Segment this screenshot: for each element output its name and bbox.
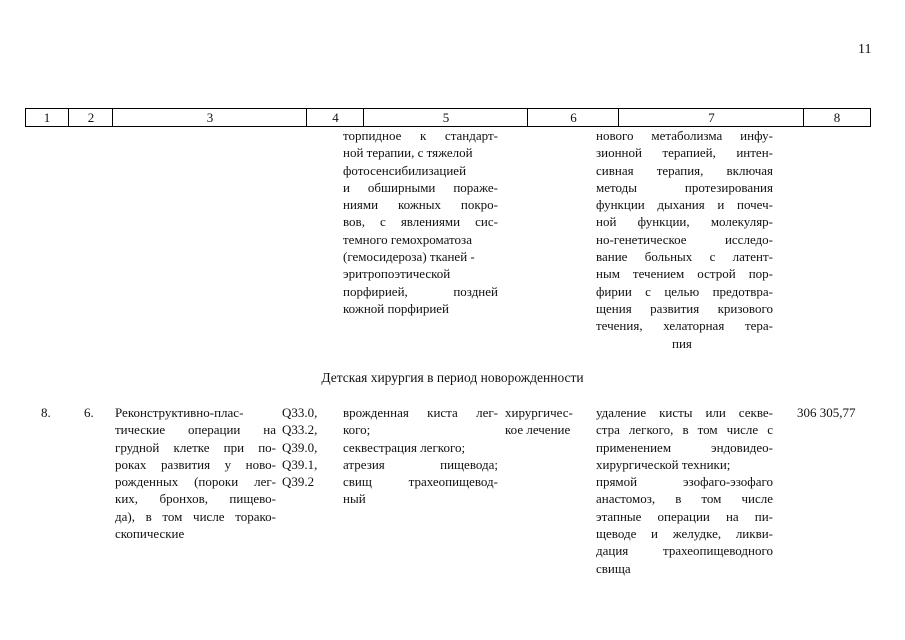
column-header-5: 5 — [363, 109, 528, 126]
text-line: стра легкого, в том числе с — [596, 422, 773, 438]
column-header-7: 7 — [618, 109, 804, 126]
text-line: ниями кожных покро- — [343, 197, 498, 213]
row-number: 8. — [41, 405, 51, 420]
text-line: роках развития у ново- — [115, 456, 276, 472]
row-col3-name — [115, 404, 276, 542]
text-line: нового метаболизма инфу- — [596, 128, 773, 143]
text-line: да), в том числе торако- — [115, 508, 276, 524]
text-line: фирии с целью предотвра- — [596, 283, 773, 299]
text-line: свищ трахеопищевод- — [343, 474, 498, 490]
text-line: скопические — [115, 526, 185, 542]
text-line: (гемосидероза) тканей - — [343, 249, 475, 265]
text-line: функции дыхания и почеч- — [596, 197, 773, 213]
text-line: ным течением острой пор- — [596, 266, 773, 282]
icd-code: Q39.1, — [282, 456, 318, 472]
text-line: щения развития кризового — [596, 300, 773, 316]
column-header-2: 2 — [68, 109, 113, 126]
text-line: течения, хелаторная тера- — [596, 318, 773, 334]
text-line: вов, с явлениями сис- — [343, 214, 498, 230]
text-line: применением эндовидео- — [596, 439, 773, 455]
row-col6-treatment-type — [505, 404, 585, 439]
page-number: 11 — [858, 42, 872, 57]
text-line: свища — [596, 560, 631, 576]
text-line: ный — [343, 491, 366, 507]
icd-code: Q33.0, — [282, 405, 318, 420]
text-line: рожденных (пороки лег- — [115, 474, 276, 490]
text-line: этапные операции на пи- — [596, 508, 773, 524]
section-title: Детская хирургия в период новорожденности — [321, 370, 584, 385]
text-line: пия — [672, 335, 692, 351]
text-line: кое лечение — [505, 422, 571, 438]
text-line: порфирией, поздней — [343, 283, 498, 299]
text-line: ной терапии, с тяжелой — [343, 145, 473, 161]
column-header-3: 3 — [112, 109, 307, 126]
text-line: и обширными пораже- — [343, 179, 498, 195]
row-col4-codes — [282, 404, 334, 490]
continuation-col7 — [596, 127, 773, 352]
text-line: эритропоэтической — [343, 266, 451, 282]
text-line: секвестрация легкого; — [343, 439, 466, 455]
text-line: ной функции, молекуляр- — [596, 214, 773, 230]
text-line: кожной порфирией — [343, 300, 449, 316]
text-line: анастомоз, в том числе — [596, 491, 773, 507]
row-col5-diagnosis — [343, 404, 498, 508]
text-line: фотосенсибилизацией — [343, 162, 467, 178]
icd-code: Q39.2 — [282, 474, 315, 490]
icd-code: Q39.0, — [282, 439, 318, 455]
continuation-col5 — [343, 127, 498, 317]
column-header-4: 4 — [306, 109, 364, 126]
icd-code: Q33.2, — [282, 422, 318, 438]
column-header-8: 8 — [803, 109, 870, 126]
text-line: прямой эзофаго-эзофаго — [596, 474, 773, 490]
text-line: ких, бронхов, пищево- — [115, 491, 276, 507]
text-line: торпидное к стандарт- — [343, 128, 498, 143]
column-header-1: 1 — [43, 110, 51, 125]
text-line: зионной терапией, интен- — [596, 145, 773, 161]
column-header-row — [25, 108, 871, 127]
text-line: хирургичес- — [505, 405, 573, 420]
text-line: удаление кисты или секве- — [596, 405, 773, 420]
text-line: дация трахеопищеводного — [596, 543, 773, 559]
row-col7-method — [596, 404, 773, 577]
text-line: тические операции на — [115, 422, 276, 438]
text-line: темного гемохроматоза — [343, 231, 472, 247]
text-line: врожденная киста лег- — [343, 405, 498, 420]
text-line: грудной клетке при по- — [115, 439, 276, 455]
column-header-6: 6 — [527, 109, 619, 126]
row-col8-cost: 306 305,77 — [797, 405, 856, 420]
text-line: сивная терапия, включая — [596, 162, 773, 178]
text-line: кого; — [343, 422, 371, 438]
text-line: хирургической техники; — [596, 456, 731, 472]
text-line: методы протезирования — [596, 179, 773, 195]
row-subnumber: 6. — [84, 405, 94, 420]
text-line: но-генетическое исследо- — [596, 231, 773, 247]
text-line: атрезия пищевода; — [343, 456, 498, 472]
text-line: щеводе и желудке, ликви- — [596, 526, 773, 542]
text-line: вание больных с латент- — [596, 249, 773, 265]
text-line: Реконструктивно-плас- — [115, 405, 244, 420]
